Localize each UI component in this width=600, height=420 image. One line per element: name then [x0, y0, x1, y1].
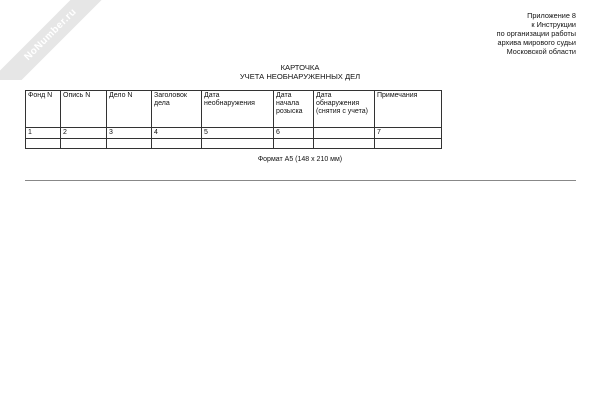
appendix-reference: [497, 12, 576, 57]
divider: [25, 180, 576, 181]
card-title: [0, 63, 600, 81]
table-cell: [202, 139, 274, 149]
header-cell-fond: Фонд N: [26, 91, 61, 128]
header-cell-opis: Опись N: [61, 91, 107, 128]
column-number: 6: [274, 128, 314, 139]
table-cell: [314, 139, 375, 149]
appendix-line: Московской области: [506, 46, 576, 56]
column-number: 7: [375, 128, 442, 139]
table-header-row: [26, 91, 442, 128]
appendix-line: к Инструкции: [531, 19, 576, 29]
watermark-text: NoNumber.ru: [0, 0, 112, 80]
table-cell: [26, 139, 61, 149]
header-cell-date-not-found: Дата необнаружения: [202, 91, 274, 128]
column-number: 2: [61, 128, 107, 139]
table-cell: [61, 139, 107, 149]
table-row-blank: [26, 139, 442, 149]
card-title-line1: КАРТОЧКА: [280, 63, 320, 72]
card-title-line2: УЧЕТА НЕОБНАРУЖЕННЫХ ДЕЛ: [239, 72, 361, 81]
column-number: 1: [26, 128, 61, 139]
appendix-line: Приложение 8: [527, 11, 576, 20]
format-note: Формат А5 (148 x 210 мм): [257, 156, 343, 163]
table-row-column-numbers: [26, 128, 442, 139]
column-number: 3: [107, 128, 152, 139]
table-cell: [152, 139, 202, 149]
column-number: 4: [152, 128, 202, 139]
table-cell: [375, 139, 442, 149]
appendix-line: по организации работы: [496, 28, 576, 38]
appendix-line: архива мирового судьи: [497, 37, 576, 47]
column-number: 5: [202, 128, 274, 139]
table-cell: [107, 139, 152, 149]
table-cell: [274, 139, 314, 149]
header-cell-date-search-start: Дата начала розыска: [274, 91, 314, 128]
column-number: [314, 128, 375, 139]
header-cell-title: Заголовок дела: [152, 91, 202, 128]
header-cell-delo: Дело N: [107, 91, 152, 128]
header-cell-notes: Примечания: [375, 91, 442, 128]
header-cell-date-found: Дата обнаружения (снятия с учета): [314, 91, 375, 128]
register-table: [25, 90, 442, 149]
